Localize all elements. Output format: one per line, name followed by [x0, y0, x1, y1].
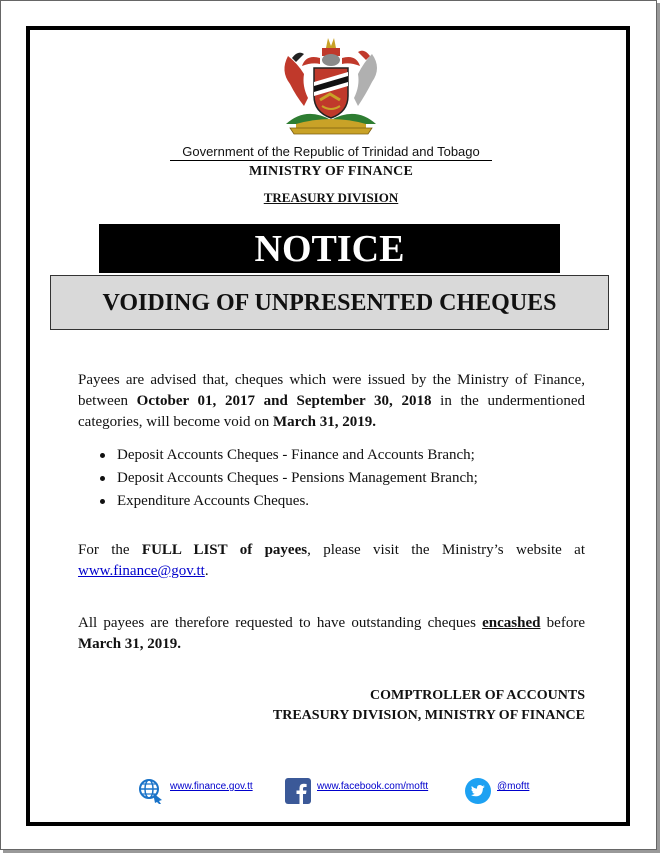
twitter-handle[interactable]: @moftt	[497, 781, 530, 792]
full-list-text-1: For the	[78, 542, 142, 558]
list-item: Expenditure Accounts Cheques.	[96, 490, 478, 513]
website-link[interactable]: www.finance.gov.tt	[170, 781, 253, 792]
full-list-text-2: , please visit the Ministry’s website at	[307, 542, 585, 558]
coat-of-arms-icon	[276, 36, 386, 136]
full-list-paragraph	[78, 540, 585, 582]
intro-paragraph	[78, 370, 585, 433]
globe-icon	[138, 778, 164, 804]
request-date: March 31, 2019.	[78, 636, 182, 652]
cheque-categories-list	[96, 444, 478, 513]
full-list-text-3: .	[204, 563, 209, 579]
government-title: Government of the Republic of Trinidad and Tobago	[170, 144, 492, 161]
notice-subject: VOIDING OF UNPRESENTED CHEQUES	[50, 275, 609, 330]
footer-facebook[interactable]	[285, 778, 428, 804]
list-item: Deposit Accounts Cheques - Pensions Management Branch;	[96, 467, 478, 490]
division-title: TREASURY DIVISION	[263, 190, 399, 205]
twitter-icon	[465, 778, 491, 804]
signature-office: TREASURY DIVISION, MINISTRY OF FINANCE	[272, 708, 585, 723]
facebook-link[interactable]: www.facebook.com/moftt	[317, 781, 429, 792]
ministry-website-link[interactable]: www.finance@gov.tt	[78, 563, 205, 579]
request-text-1: All payees are therefore requested to have outstanding cheques	[78, 615, 483, 631]
request-text-2: before	[540, 615, 585, 631]
facebook-icon	[285, 778, 311, 804]
ministry-title: MINISTRY OF FINANCE	[248, 164, 414, 179]
signature-title: COMPTROLLER OF ACCOUNTS	[370, 688, 585, 703]
notice-banner: NOTICE	[99, 224, 560, 273]
full-list-emphasis: FULL LIST of payees	[141, 542, 308, 558]
void-date: March 31, 2019.	[272, 414, 376, 430]
footer-twitter[interactable]	[465, 778, 529, 804]
footer-website[interactable]	[138, 778, 253, 804]
date-range: October 01, 2017 and September 30, 2018	[136, 393, 432, 409]
intro-text-2: in the undermentioned categories, will become void on	[78, 393, 585, 430]
encashed-emphasis: encashed	[482, 615, 541, 631]
intro-text-1: Payees are advised that, cheques which were issued by the Ministry of Finance, between	[78, 372, 585, 409]
list-item: Deposit Accounts Cheques - Finance and Accounts Branch;	[96, 444, 478, 467]
request-paragraph	[78, 613, 585, 655]
signature-block	[273, 686, 585, 726]
